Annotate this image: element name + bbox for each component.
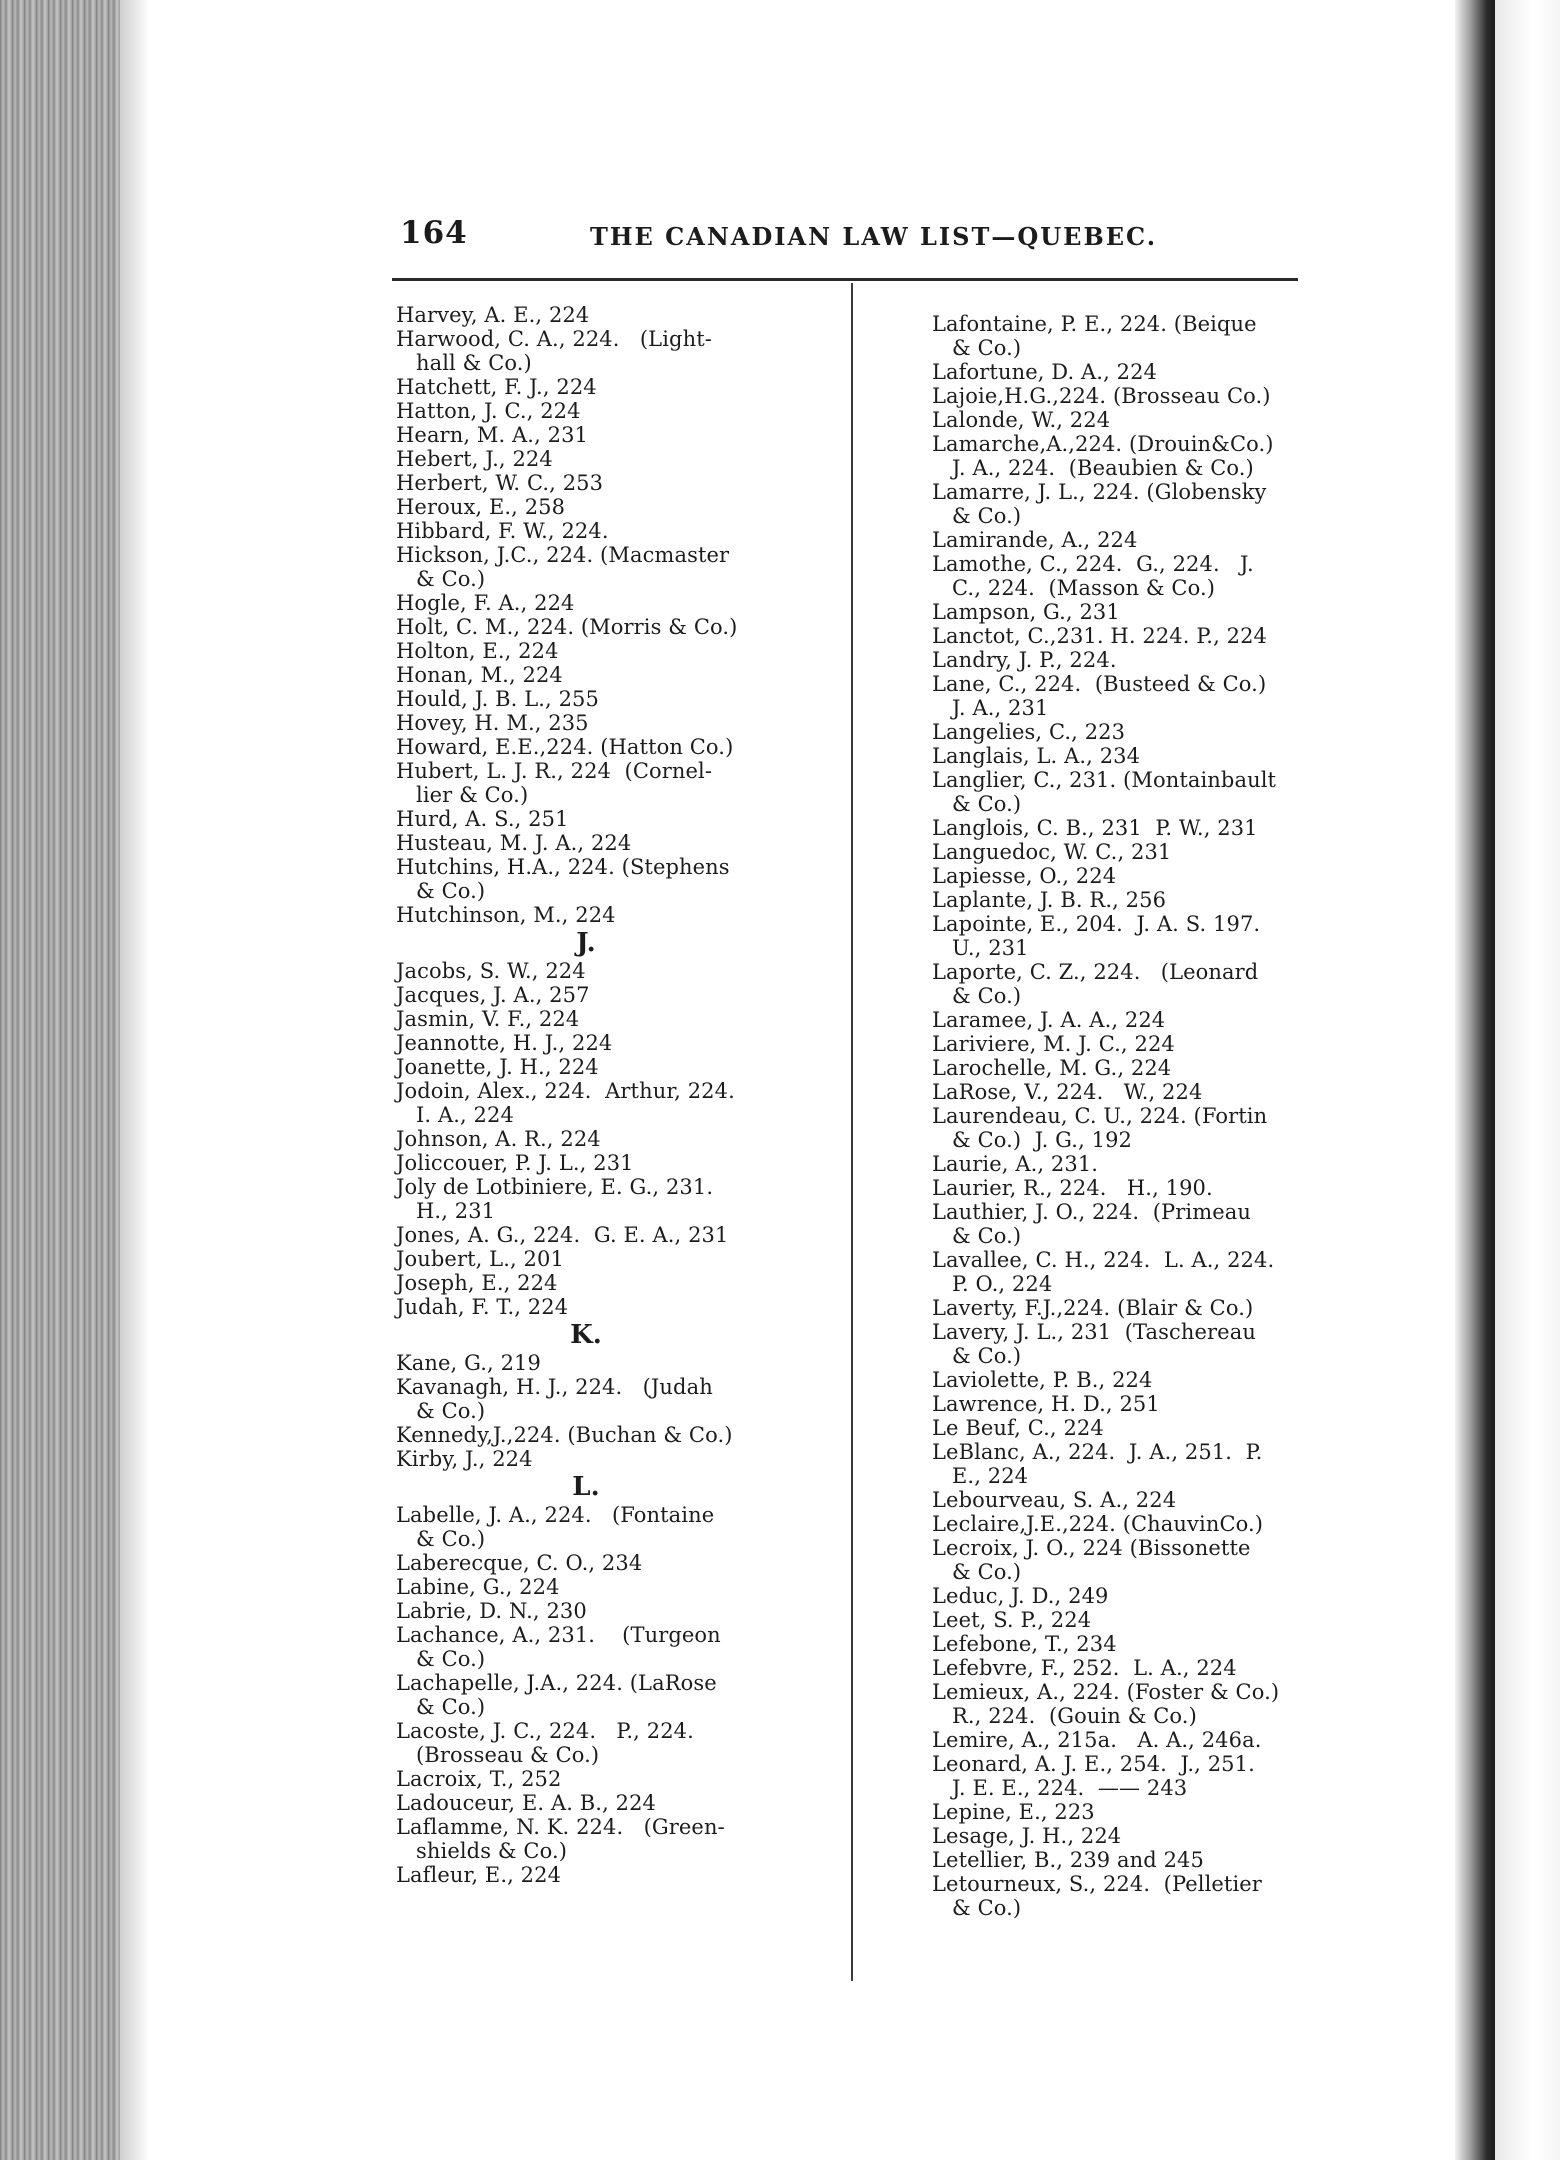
section-letter: J. bbox=[576, 928, 596, 958]
list-entry-continuation: E., 224 bbox=[952, 1464, 1029, 1488]
list-entry-continuation: & Co.) bbox=[952, 1896, 1022, 1920]
list-entry: Lepine, E., 223 bbox=[932, 1800, 1095, 1824]
list-entry: Labelle, J. A., 224. (Fontaine bbox=[396, 1503, 715, 1527]
list-entry: Lafleur, E., 224 bbox=[396, 1863, 562, 1887]
list-entry: Hearn, M. A., 231 bbox=[396, 423, 589, 447]
list-entry: Langelies, C., 223 bbox=[932, 720, 1126, 744]
list-entry: Lemieux, A., 224. (Foster & Co.) bbox=[932, 1680, 1280, 1704]
list-entry: Laporte, C. Z., 224. (Leonard bbox=[932, 960, 1259, 984]
list-entry: Lavallee, C. H., 224. L. A., 224. bbox=[932, 1248, 1275, 1272]
list-entry: Ladouceur, E. A. B., 224 bbox=[396, 1791, 657, 1815]
list-entry: Landry, J. P., 224. bbox=[932, 648, 1117, 672]
list-entry: Larochelle, M. G., 224 bbox=[932, 1056, 1172, 1080]
list-entry: Harwood, C. A., 224. (Light- bbox=[396, 327, 712, 351]
list-entry-continuation: & Co.) bbox=[416, 1399, 486, 1423]
list-entry: Lecroix, J. O., 224 (Bissonette bbox=[932, 1536, 1251, 1560]
list-entry-continuation: J. E. E., 224. —— 243 bbox=[952, 1776, 1188, 1800]
list-entry: Jones, A. G., 224. G. E. A., 231 bbox=[396, 1223, 729, 1247]
facing-page-edge bbox=[1495, 0, 1560, 2160]
column-divider bbox=[851, 283, 853, 1981]
list-entry: Lapointe, E., 204. J. A. S. 197. bbox=[932, 912, 1261, 936]
list-entry: Kavanagh, H. J., 224. (Judah bbox=[396, 1375, 713, 1399]
list-entry: Lariviere, M. J. C., 224 bbox=[932, 1032, 1175, 1056]
list-entry: Kirby, J., 224 bbox=[396, 1447, 533, 1471]
list-entry-continuation: R., 224. (Gouin & Co.) bbox=[952, 1704, 1197, 1728]
list-entry: Laurendeau, C. U., 224. (Fortin bbox=[932, 1104, 1268, 1128]
list-entry-continuation: P. O., 224 bbox=[952, 1272, 1053, 1296]
list-entry: Hatton, J. C., 224 bbox=[396, 399, 581, 423]
list-entry: Leet, S. P., 224 bbox=[932, 1608, 1092, 1632]
list-entry: Langlais, L. A., 234 bbox=[932, 744, 1141, 768]
list-entry: Lachapelle, J.A., 224. (LaRose bbox=[396, 1671, 717, 1695]
page-number: 164 bbox=[400, 215, 468, 251]
list-entry: Lafontaine, P. E., 224. (Beique bbox=[932, 312, 1257, 336]
list-entry: Le Beuf, C., 224 bbox=[932, 1416, 1104, 1440]
list-entry: Laverty, F.J.,224. (Blair & Co.) bbox=[932, 1296, 1254, 1320]
list-entry: Labine, G., 224 bbox=[396, 1575, 560, 1599]
list-entry: Labrie, D. N., 230 bbox=[396, 1599, 587, 1623]
book-binding-shadow bbox=[1455, 0, 1495, 2160]
list-entry: Letellier, B., 239 and 245 bbox=[932, 1848, 1204, 1872]
left-column bbox=[396, 303, 796, 1887]
list-entry: Lesage, J. H., 224 bbox=[932, 1824, 1122, 1848]
list-entry-continuation: & Co.) bbox=[416, 567, 486, 591]
list-entry: Hurd, A. S., 251 bbox=[396, 807, 569, 831]
list-entry-continuation: J. A., 224. (Beaubien & Co.) bbox=[952, 456, 1254, 480]
list-entry-continuation: & Co.) bbox=[416, 1647, 486, 1671]
list-entry: Lefebvre, F., 252. L. A., 224 bbox=[932, 1656, 1237, 1680]
list-entry: Letourneux, S., 224. (Pelletier bbox=[932, 1872, 1262, 1896]
list-entry: Joubert, L., 201 bbox=[396, 1247, 564, 1271]
list-entry: Holt, C. M., 224. (Morris & Co.) bbox=[396, 615, 738, 639]
list-entry: Lanctot, C.,231. H. 224. P., 224 bbox=[932, 624, 1268, 648]
list-entry: Joseph, E., 224 bbox=[396, 1271, 558, 1295]
list-entry: Hubert, L. J. R., 224 (Cornel- bbox=[396, 759, 713, 783]
list-entry: Lebourveau, S. A., 224 bbox=[932, 1488, 1177, 1512]
list-entry: Lajoie,H.G.,224. (Brosseau Co.) bbox=[932, 384, 1271, 408]
list-entry: Leonard, A. J. E., 254. J., 251. bbox=[932, 1752, 1255, 1776]
right-column bbox=[932, 312, 1332, 1920]
list-entry: Joanette, J. H., 224 bbox=[396, 1055, 599, 1079]
list-entry: Lavery, J. L., 231 (Taschereau bbox=[932, 1320, 1256, 1344]
list-entry-continuation: & Co.) bbox=[952, 336, 1022, 360]
list-entry-continuation: & Co.) bbox=[952, 1224, 1022, 1248]
page-header bbox=[400, 215, 1410, 265]
list-entry: LeBlanc, A., 224. J. A., 251. P. bbox=[932, 1440, 1263, 1464]
list-entry: Lacroix, T., 252 bbox=[396, 1767, 562, 1791]
section-letter: L. bbox=[572, 1472, 600, 1502]
list-entry: Husteau, M. J. A., 224 bbox=[396, 831, 632, 855]
list-entry: Langlois, C. B., 231 P. W., 231 bbox=[932, 816, 1258, 840]
list-entry-continuation: & Co.) bbox=[416, 879, 486, 903]
list-entry: Laurie, A., 231. bbox=[932, 1152, 1099, 1176]
list-entry-continuation: I. A., 224 bbox=[416, 1103, 514, 1127]
list-entry: Herbert, W. C., 253 bbox=[396, 471, 604, 495]
list-entry: LaRose, V., 224. W., 224 bbox=[932, 1080, 1203, 1104]
list-entry-continuation: (Brosseau & Co.) bbox=[416, 1743, 600, 1767]
list-entry: Hatchett, F. J., 224 bbox=[396, 375, 597, 399]
list-entry-continuation: & Co.) bbox=[952, 984, 1022, 1008]
list-entry: Hogle, F. A., 224 bbox=[396, 591, 575, 615]
list-entry: Lampson, G., 231 bbox=[932, 600, 1120, 624]
list-entry: Laviolette, P. B., 224 bbox=[932, 1368, 1153, 1392]
list-entry-continuation: & Co.) bbox=[952, 792, 1022, 816]
list-entry: Jacques, J. A., 257 bbox=[396, 983, 590, 1007]
list-entry: Langlier, C., 231. (Montainbault bbox=[932, 768, 1277, 792]
list-entry: Leduc, J. D., 249 bbox=[932, 1584, 1109, 1608]
list-entry: Howard, E.E.,224. (Hatton Co.) bbox=[396, 735, 734, 759]
list-entry: Lalonde, W., 224 bbox=[932, 408, 1111, 432]
list-entry: Lamirande, A., 224 bbox=[932, 528, 1138, 552]
list-entry: Hutchins, H.A., 224. (Stephens bbox=[396, 855, 730, 879]
list-entry: Jasmin, V. F., 224 bbox=[396, 1007, 580, 1031]
list-entry-continuation: & Co.) J. G., 192 bbox=[952, 1128, 1133, 1152]
list-entry: Hovey, H. M., 235 bbox=[396, 711, 589, 735]
list-entry-continuation: J. A., 231 bbox=[952, 696, 1049, 720]
list-entry: Heroux, E., 258 bbox=[396, 495, 566, 519]
list-entry: Lane, C., 224. (Busteed & Co.) bbox=[932, 672, 1267, 696]
page-gutter-shadow bbox=[120, 0, 150, 2160]
list-entry: Jacobs, S. W., 224 bbox=[396, 959, 586, 983]
list-entry: Lafortune, D. A., 224 bbox=[932, 360, 1157, 384]
list-entry-continuation: C., 224. (Masson & Co.) bbox=[952, 576, 1216, 600]
list-entry-continuation: & Co.) bbox=[952, 504, 1022, 528]
list-entry: Joliccouer, P. J. L., 231 bbox=[396, 1151, 634, 1175]
list-entry: Languedoc, W. C., 231 bbox=[932, 840, 1172, 864]
list-entry-continuation: shields & Co.) bbox=[416, 1839, 568, 1863]
list-entry: Jodoin, Alex., 224. Arthur, 224. bbox=[396, 1079, 735, 1103]
running-title: THE CANADIAN LAW LIST—QUEBEC. bbox=[590, 222, 1158, 251]
list-entry-continuation: & Co.) bbox=[952, 1560, 1022, 1584]
list-entry: Laramee, J. A. A., 224 bbox=[932, 1008, 1166, 1032]
list-entry: Lauthier, J. O., 224. (Primeau bbox=[932, 1200, 1252, 1224]
list-entry: Honan, M., 224 bbox=[396, 663, 563, 687]
list-entry-continuation: U., 231 bbox=[952, 936, 1029, 960]
list-entry: Lawrence, H. D., 251 bbox=[932, 1392, 1160, 1416]
list-entry: Hould, J. B. L., 255 bbox=[396, 687, 599, 711]
list-entry: Lamarche,A.,224. (Drouin&Co.) bbox=[932, 432, 1274, 456]
list-entry-continuation: hall & Co.) bbox=[416, 351, 532, 375]
list-entry: Laberecque, C. O., 234 bbox=[396, 1551, 643, 1575]
list-entry: Harvey, A. E., 224 bbox=[396, 303, 590, 327]
list-entry-continuation: & Co.) bbox=[416, 1527, 486, 1551]
list-entry: Hutchinson, M., 224 bbox=[396, 903, 616, 927]
list-entry: Lamothe, C., 224. G., 224. J. bbox=[932, 552, 1254, 576]
list-entry: Judah, F. T., 224 bbox=[396, 1295, 569, 1319]
list-entry-continuation: & Co.) bbox=[416, 1695, 486, 1719]
list-entry: Lemire, A., 215a. A. A., 246a. bbox=[932, 1728, 1262, 1752]
list-entry: Hickson, J.C., 224. (Macmaster bbox=[396, 543, 730, 567]
list-entry: Laflamme, N. K. 224. (Green- bbox=[396, 1815, 725, 1839]
list-entry: Lapiesse, O., 224 bbox=[932, 864, 1117, 888]
list-entry: Kane, G., 219 bbox=[396, 1351, 541, 1375]
list-entry: Jeannotte, H. J., 224 bbox=[396, 1031, 613, 1055]
list-entry-continuation: lier & Co.) bbox=[416, 783, 529, 807]
list-entry: Joly de Lotbiniere, E. G., 231. bbox=[396, 1175, 714, 1199]
list-entry: Hebert, J., 224 bbox=[396, 447, 553, 471]
list-entry-continuation: & Co.) bbox=[952, 1344, 1022, 1368]
list-entry: Lacoste, J. C., 224. P., 224. bbox=[396, 1719, 694, 1743]
list-entry: Kennedy,J.,224. (Buchan & Co.) bbox=[396, 1423, 733, 1447]
list-entry: Johnson, A. R., 224 bbox=[396, 1127, 601, 1151]
list-entry: Laplante, J. B. R., 256 bbox=[932, 888, 1167, 912]
header-rule bbox=[392, 278, 1298, 281]
list-entry: Holton, E., 224 bbox=[396, 639, 559, 663]
list-entry-continuation: H., 231 bbox=[416, 1199, 496, 1223]
list-entry: Hibbard, F. W., 224. bbox=[396, 519, 609, 543]
book-page-edges bbox=[0, 0, 120, 2160]
list-entry: Leclaire,J.E.,224. (ChauvinCo.) bbox=[932, 1512, 1264, 1536]
list-entry: Lachance, A., 231. (Turgeon bbox=[396, 1623, 721, 1647]
list-entry: Laurier, R., 224. H., 190. bbox=[932, 1176, 1213, 1200]
section-letter: K. bbox=[570, 1320, 602, 1350]
list-entry: Lefebone, T., 234 bbox=[932, 1632, 1117, 1656]
list-entry: Lamarre, J. L., 224. (Globensky bbox=[932, 480, 1267, 504]
